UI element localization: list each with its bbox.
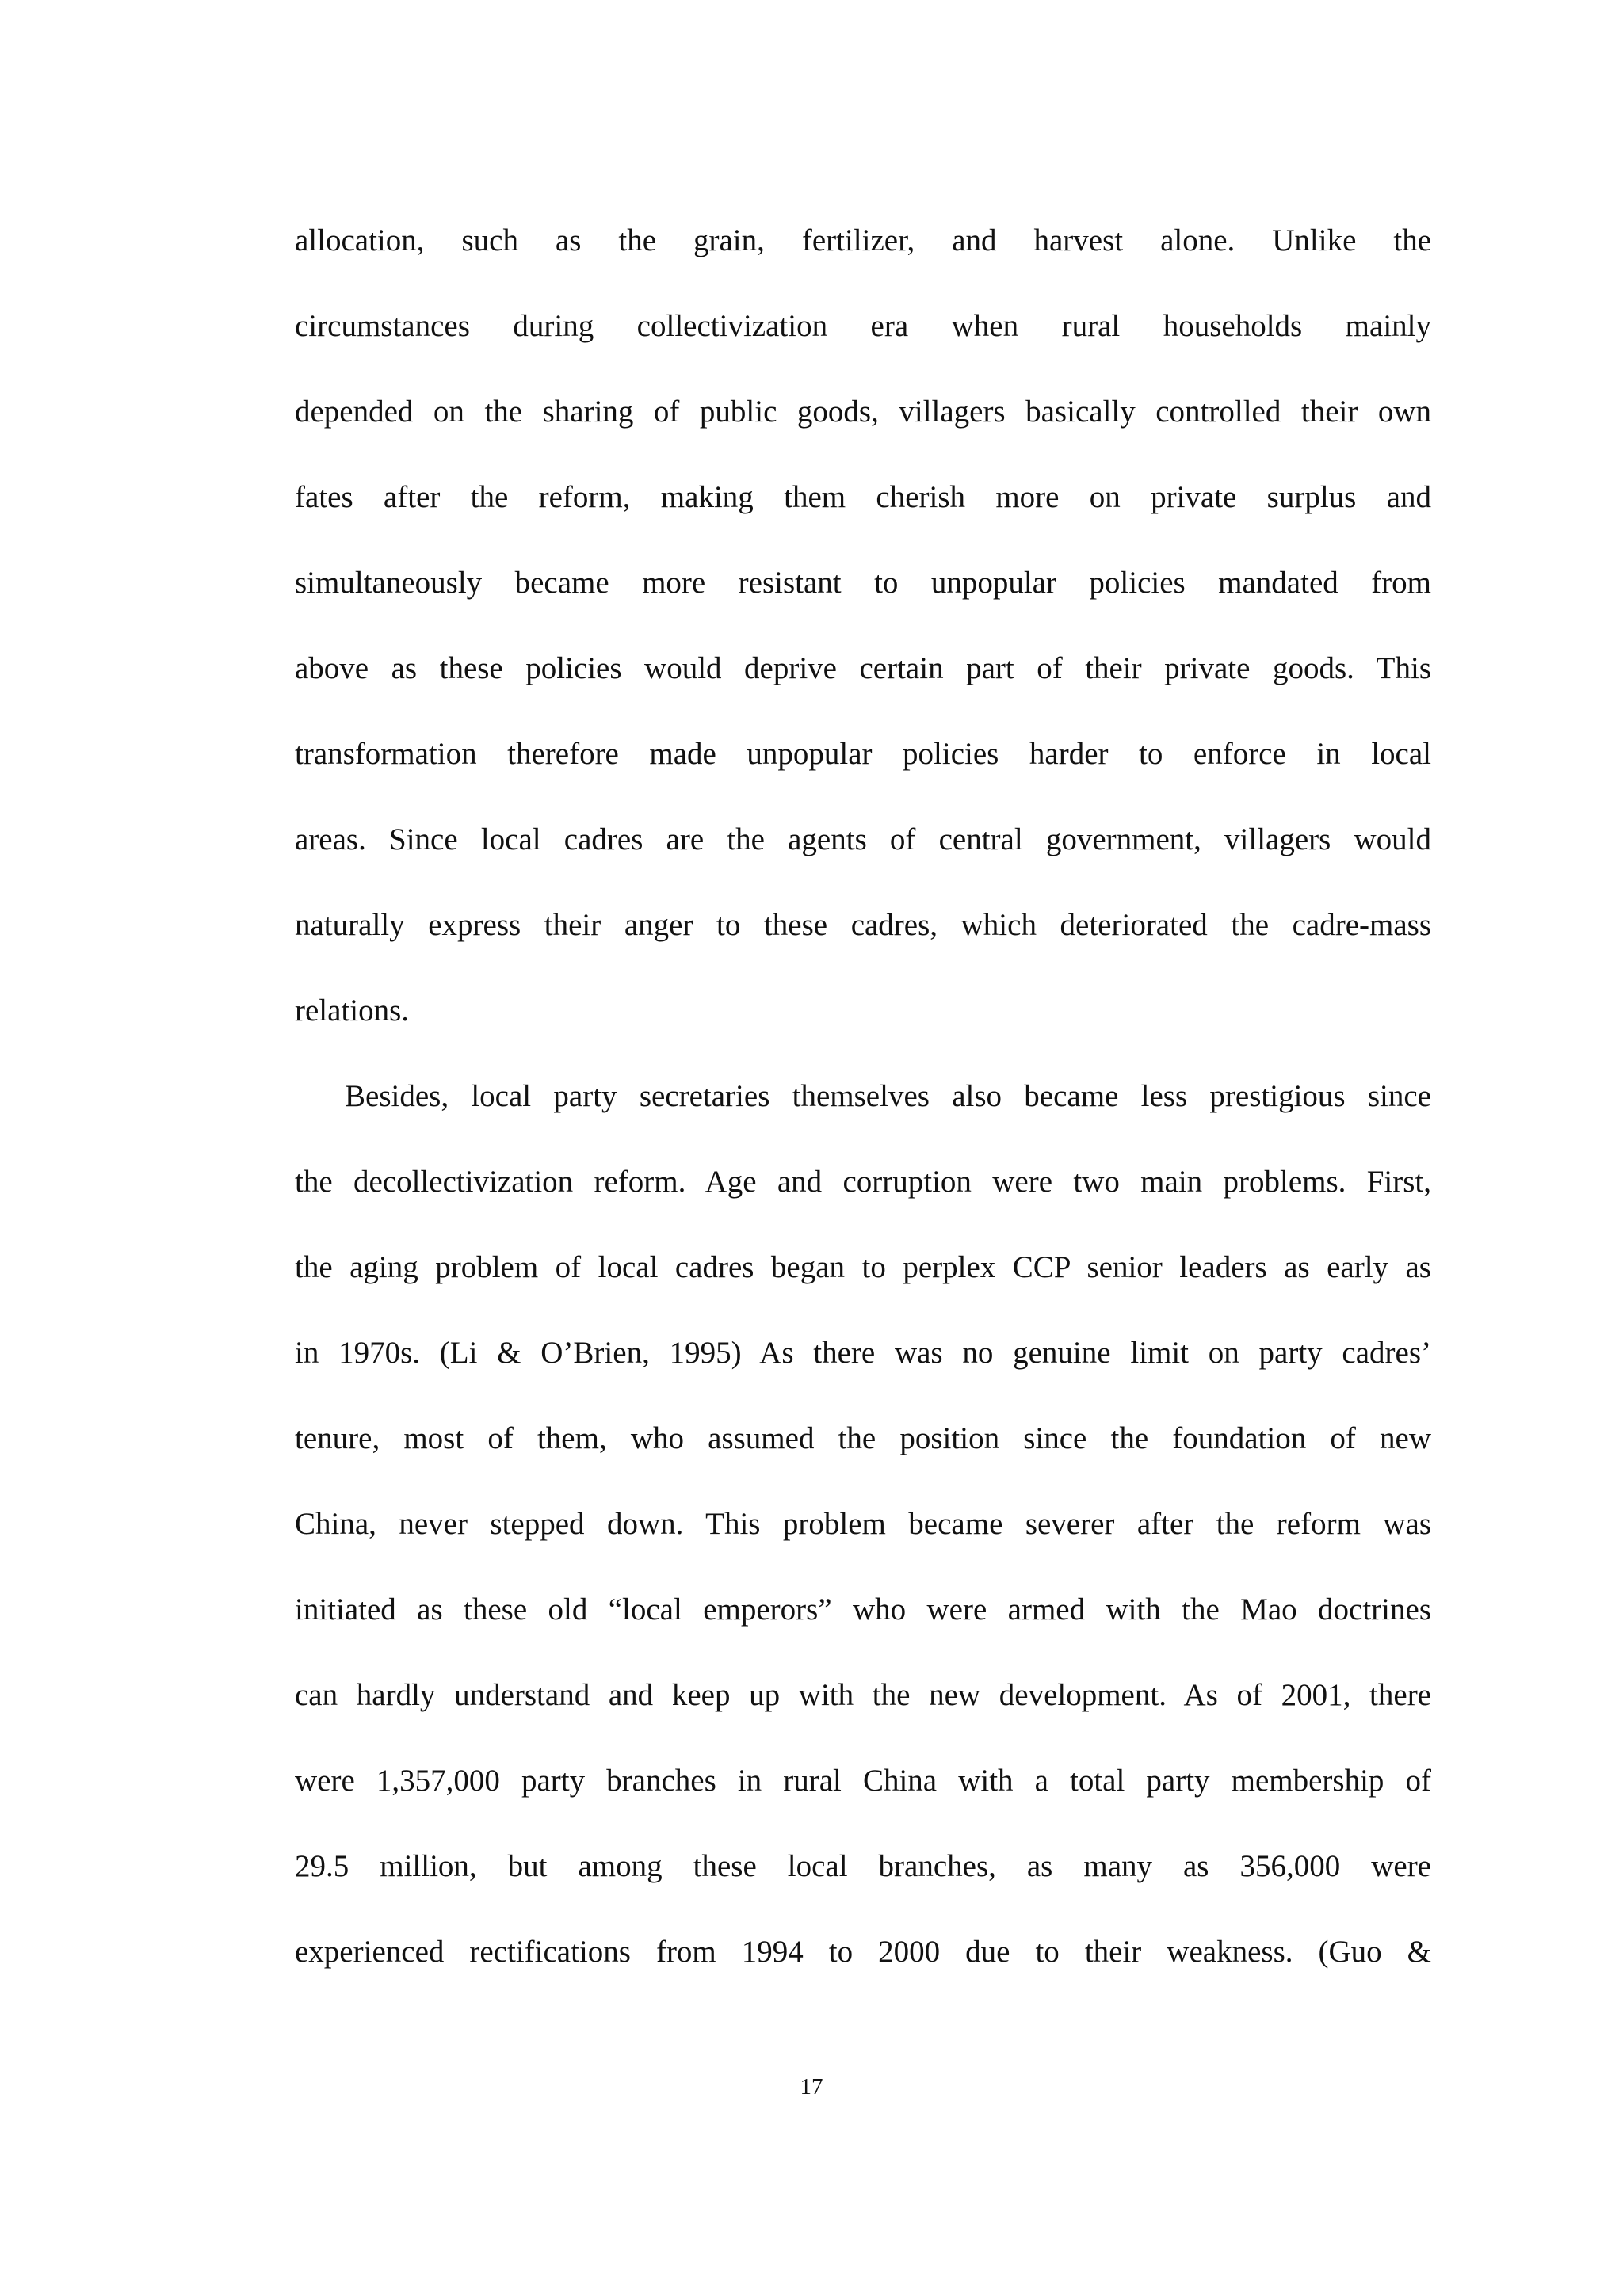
text-line: the aging problem of local cadres began to perplex CCP senior leaders as early as [295,1250,1431,1284]
text-line: allocation, such as the grain, fertilizer, and harvest alone. Unlike the [295,223,1431,257]
text-line: naturally express their anger to these cadres, which deteriorated the cadre-mass [295,908,1431,942]
text-line: tenure, most of them, who assumed the position since the foundation of new [295,1421,1431,1455]
text-line: China, never stepped down. This problem became severer after the reform was [295,1507,1431,1541]
text-line: depended on the sharing of public goods, villagers basically controlled their own [295,395,1431,429]
text-line: Besides, local party secretaries themselves also became less prestigious since [345,1079,1431,1113]
text-line: 29.5 million, but among these local branches, as many as 356,000 were [295,1849,1431,1883]
text-line: initiated as these old “local emperors” who were armed with the Mao doctrines [295,1592,1431,1627]
text-line: the decollectivization reform. Age and corruption were two main problems. First, [295,1165,1431,1199]
text-line: were 1,357,000 party branches in rural China with a total party membership of [295,1764,1431,1798]
text-line: circumstances during collectivization era when rural households mainly [295,309,1431,343]
text-line: transformation therefore made unpopular policies harder to enforce in local [295,737,1431,771]
text-line: above as these policies would deprive certain part of their private goods. This [295,651,1431,685]
text-line: in 1970s. (Li & O’Brien, 1995) As there was no genuine limit on party cadres’ [295,1336,1431,1370]
text-line: can hardly understand and keep up with the new development. As of 2001, there [295,1678,1431,1712]
body-text [295,208,1431,2005]
text-line: areas. Since local cadres are the agents of central government, villagers would [295,822,1431,856]
text-line: relations. [295,994,410,1028]
page-number: 17 [800,2074,823,2100]
text-line: fates after the reform, making them cherish more on private surplus and [295,480,1431,514]
text-line: simultaneously became more resistant to unpopular policies mandated from [295,566,1431,600]
text-line: experienced rectifications from 1994 to 2000 due to their weakness. (Guo & [295,1935,1431,1969]
